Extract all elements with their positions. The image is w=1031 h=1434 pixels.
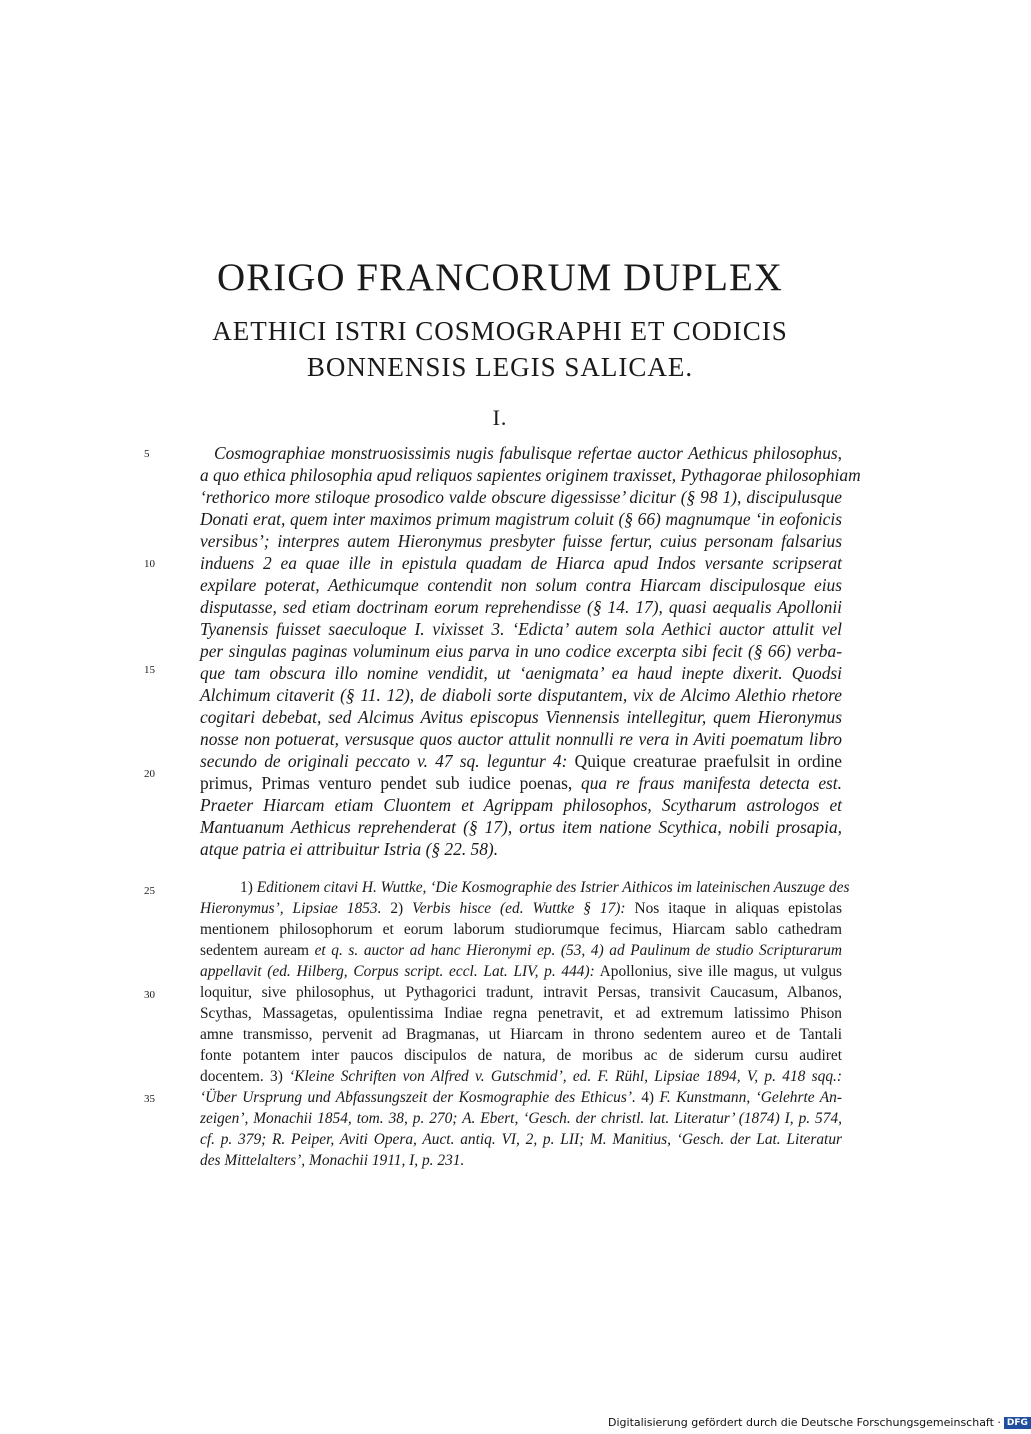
page-subtitle-line-1: AETHICI ISTRI COSMOGRAPHI ET CODICIS bbox=[212, 316, 788, 346]
page-subtitle-line-2: BONNENSIS LEGIS SALICAE. bbox=[306, 352, 694, 382]
footnote-line bbox=[200, 1087, 842, 1108]
section-heading: I. bbox=[492, 405, 508, 430]
line-number: 35 bbox=[144, 1093, 155, 1105]
body-line: Praeter Hiarcam etiam Cluontem et Agrippam philosophos, Scytharum astrologos et bbox=[200, 795, 842, 815]
footnote-line bbox=[200, 961, 842, 982]
footnote-line: zeigen’, Monachii 1854, tom. 38, p. 270; A. Ebert, ‘Gesch. der christl. lat. Literatur’ (1874) I, p. 574, bbox=[200, 1110, 842, 1127]
footnote-text: appellavit (ed. Hilberg, Corpus script. eccl. Lat. LIV, p. 444): bbox=[200, 963, 595, 980]
footnote-text: ‘Kleine Schriften von Alfred v. Gutschmid’, ed. F. Rühl, Lipsiae 1894, V, p. 418 sqq.: bbox=[289, 1068, 842, 1085]
footnote-marker: 2) bbox=[390, 900, 404, 917]
footnote-line: mentionem philosophorum et eorum laborum studiorumque fecimus, Hiarcam sablo cathedram bbox=[200, 921, 842, 938]
body-line: cogitari debebat, sed Alcimus Avitus episcopus Viennensis intellegitur, quem Hieronymus bbox=[200, 707, 842, 727]
footnote-line: loquitur, sive philosophus, ut Pythagorici tradunt, intravit Persas, transivit Caucasum, Albanos, bbox=[200, 984, 842, 1001]
footnote-text: sedentem auream bbox=[200, 942, 309, 959]
body-line: per singulas paginas voluminum eius parva in uno codice excerpta sibi fecit (§ 66) verba- bbox=[200, 641, 842, 661]
body-line: Donati erat, quem inter maximos primum magistrum coluit (§ 66) magnumque ‘in eofonicis bbox=[200, 509, 842, 529]
footnote-line bbox=[200, 940, 842, 961]
line-number: 25 bbox=[144, 885, 155, 897]
line-number: 5 bbox=[144, 448, 150, 460]
body-line: nosse non potuerat, versusque quos auctor attulit nonnulli re vera in Aviti poematum libro bbox=[200, 729, 842, 749]
body-line: versibus’; interpres autem Hieronymus presbyter fuisse fertur, cuius personam falsarius bbox=[200, 531, 842, 551]
footnote-text: ‘Über Ursprung und Abfassungszeit der Kosmographie des Ethicus’. bbox=[200, 1089, 636, 1106]
footnote-marker: 3) bbox=[270, 1068, 283, 1085]
line-number: 20 bbox=[144, 768, 155, 780]
body-line: induens 2 ea quae ille in epistula quadam de Hiarca apud Indos versante scripserat bbox=[200, 553, 842, 573]
line-number: 15 bbox=[144, 664, 155, 676]
body-line: Alchimum citaverit (§ 11. 12), de diaboli sorte disputantem, vix de Alcimo Alethio rhetore bbox=[200, 685, 842, 705]
body-line-part: qua re fraus manifesta detecta est. bbox=[581, 773, 842, 793]
line-number: 30 bbox=[144, 989, 155, 1001]
body-line: Cosmographiae monstruosissimis nugis fabulisque refertae auctor Aethicus philosophus, bbox=[214, 443, 842, 463]
body-line-part: secundo de originali peccato v. 47 sq. leguntur 4: bbox=[200, 751, 568, 771]
quoted-verse: Quique creaturae praefulsit in ordine bbox=[574, 751, 843, 771]
footnote-text: F. Kunstmann, ‘Gelehrte An- bbox=[659, 1089, 842, 1106]
body-line: Mantuanum Aethicus reprehenderat (§ 17), ortus item natione Scythica, nobili prosapia, bbox=[200, 817, 842, 837]
page-title: ORIGO FRANCORUM DUPLEX bbox=[217, 256, 783, 299]
footnote-text: et q. s. auctor ad hanc Hieronymi ep. (53, 4) ad Paulinum de studio Scripturarum bbox=[314, 942, 842, 959]
footnote-line: des Mittelalters’, Monachii 1911, I, p. 231. bbox=[200, 1152, 465, 1169]
footnote-text: Apollonius, sive ille magus, ut vulgus bbox=[599, 963, 843, 980]
body-line bbox=[200, 750, 842, 772]
footer-text: Digitalisierung gefördert durch die Deutsche Forschungsgemeinschaft · bbox=[608, 1416, 1001, 1429]
body-line: a quo ethica philosophia apud reliquos sapientes originem traxisset, Pythagorae philosophiam bbox=[200, 465, 861, 485]
footnote-text: Editionem citavi H. Wuttke, ‘Die Kosmographie des Istrier Aithicos im lateinischen Auszuge des bbox=[256, 879, 850, 896]
footnote-line bbox=[240, 877, 850, 898]
footnote-line: Scythas, Massagetas, opulentissima Indiae regna penetravit, et ad extremum latissimo Phison bbox=[200, 1005, 842, 1022]
body-line: expilare poterat, Aethicumque contendit non solum contra Hiarcam discipulosque eius bbox=[200, 575, 842, 595]
line-number: 10 bbox=[144, 558, 155, 570]
footnote-text: Hieronymus’, Lipsiae 1853. bbox=[200, 900, 382, 917]
body-line: Tyanensis fuisset saeculoque I. vixisset 3. ‘Edicta’ autem sola Aethici auctor attulit vel bbox=[200, 619, 842, 639]
footnote-line: cf. p. 379; R. Peiper, Aviti Opera, Auct. antiq. VI, 2, p. LII; M. Manitius, ‘Gesch. der Lat. Literatur bbox=[200, 1131, 842, 1148]
dfg-logo: DFG bbox=[1004, 1417, 1031, 1429]
body-line: atque patria ei attribuitur Istria (§ 22. 58). bbox=[200, 839, 499, 859]
footnote-marker: 1) bbox=[240, 879, 253, 896]
footnote-text: docentem. bbox=[200, 1068, 264, 1085]
quoted-verse: primus, Primas venturo pendet sub iudice poenas, bbox=[200, 773, 573, 793]
footnote-line: fonte potantem inter paucos discipulos de natura, de moribus ac de siderum cursu audiret bbox=[200, 1047, 842, 1064]
footnote-line: amne transmisso, pervenit ad Bragmanas, ut Hiarcam in throno sedentem aureo et de Tantali bbox=[200, 1026, 842, 1043]
footnote-line bbox=[200, 1066, 842, 1087]
footnote-marker: 4) bbox=[641, 1089, 655, 1106]
body-line: ‘rethorico more stiloque prosodico valde obscure digessisse’ dicitur (§ 98 1), discipulusque bbox=[200, 487, 842, 507]
digitization-footer bbox=[608, 1416, 1031, 1429]
footnote-text: Nos itaque in aliquas epistolas bbox=[634, 900, 842, 917]
footnote-line bbox=[200, 898, 842, 919]
body-line bbox=[200, 772, 842, 794]
body-line: que tam obscura illo nomine vendidit, ut ‘aenigmata’ ea haud inepte dixerit. Quodsi bbox=[200, 663, 842, 683]
body-line: disputasse, sed etiam doctrinam eorum reprehendisse (§ 14. 17), quasi aequalis Apollonii bbox=[200, 597, 842, 617]
footnote-text: Verbis hisce (ed. Wuttke § 17): bbox=[412, 900, 626, 917]
